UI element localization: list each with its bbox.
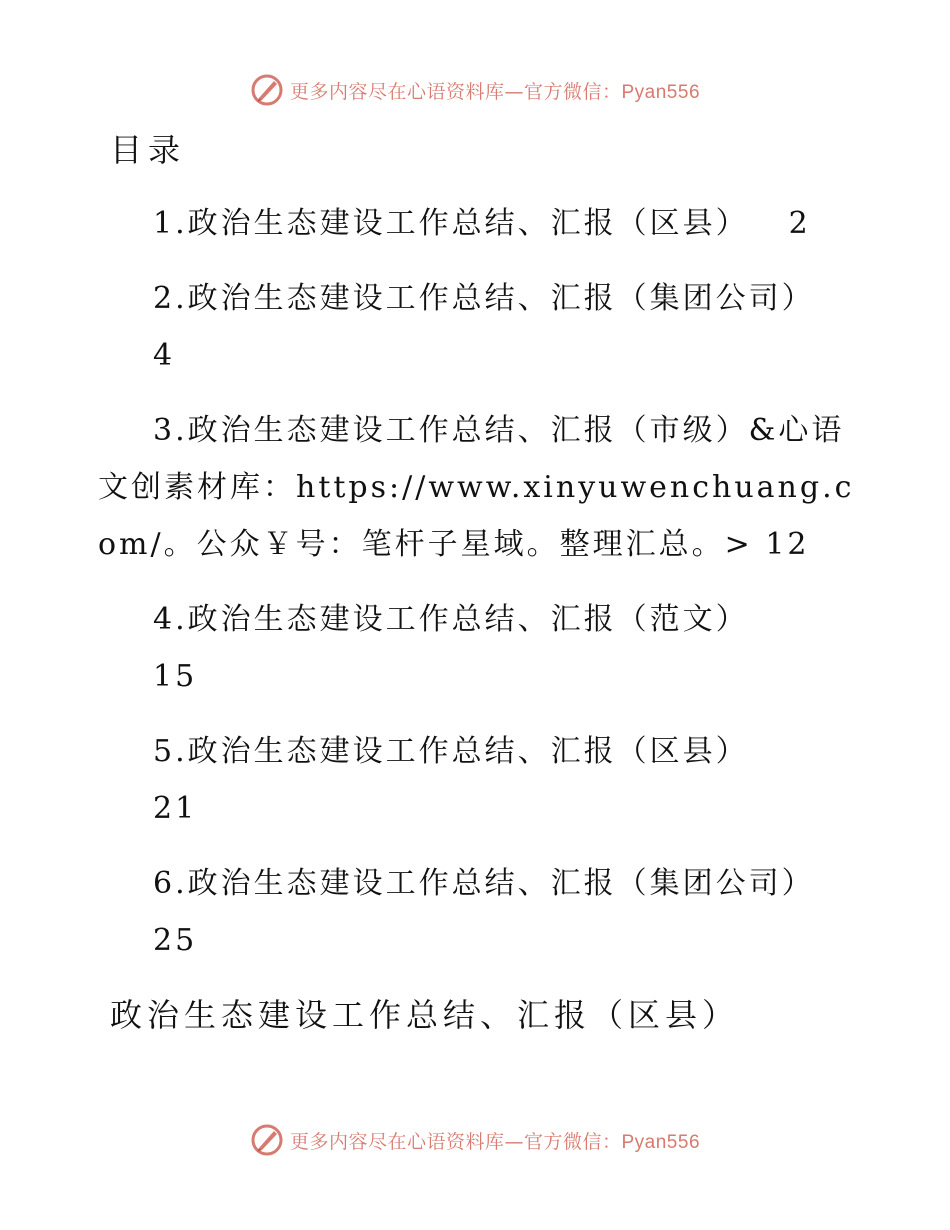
toc-entry-label: 4.政治生态建设工作总结、汇报（范文） — [153, 602, 749, 637]
toc-entry-page: 21 — [153, 791, 198, 826]
footer-wechat-id: Pyan556 — [621, 1131, 701, 1153]
toc-entry-label: 6.政治生态建设工作总结、汇报（集团公司） — [153, 866, 815, 901]
toc-entry-4[interactable] — [98, 591, 858, 705]
toc-entry-label: 3.政治生态建设工作总结、汇报（市级）&心语文创素材库：https://www.xinyuwenchuang.com/。公众￥号：笔杆子星域。整理汇总。> — [98, 413, 855, 562]
quill-logo-icon — [250, 1123, 284, 1157]
header-wechat-id: Pyan556 — [621, 81, 701, 103]
toc-entry-label: 5.政治生态建设工作总结、汇报（区县） — [153, 734, 749, 769]
footer-banner-text — [290, 1127, 700, 1154]
header-banner — [0, 70, 950, 110]
toc-entry-5[interactable] — [98, 723, 858, 837]
header-banner-text — [290, 77, 700, 104]
toc-entry-page: 15 — [153, 659, 198, 694]
toc-entry-page: 12 — [765, 527, 810, 562]
footer-banner-label: 更多内容尽在心语资料库—官方微信： — [289, 1130, 622, 1153]
toc-entry-6[interactable] — [98, 855, 858, 969]
header-banner-label: 更多内容尽在心语资料库—官方微信： — [289, 80, 622, 103]
toc-entry-label: 1.政治生态建设工作总结、汇报（区县） — [153, 206, 749, 241]
toc-entry-3[interactable] — [98, 402, 858, 573]
footer-banner — [0, 1120, 950, 1160]
toc-title: 目录 — [110, 131, 187, 169]
toc-entry-1[interactable] — [98, 195, 858, 252]
section-heading: 政治生态建设工作总结、汇报（区县） — [110, 996, 740, 1034]
quill-logo-icon — [250, 73, 284, 107]
toc-list — [98, 195, 858, 987]
toc-entry-label: 2.政治生态建设工作总结、汇报（集团公司） — [153, 281, 815, 316]
toc-entry-page: 4 — [153, 338, 176, 373]
toc-entry-2[interactable] — [98, 270, 858, 384]
toc-entry-page: 2 — [788, 206, 811, 241]
toc-entry-page: 25 — [153, 923, 198, 958]
